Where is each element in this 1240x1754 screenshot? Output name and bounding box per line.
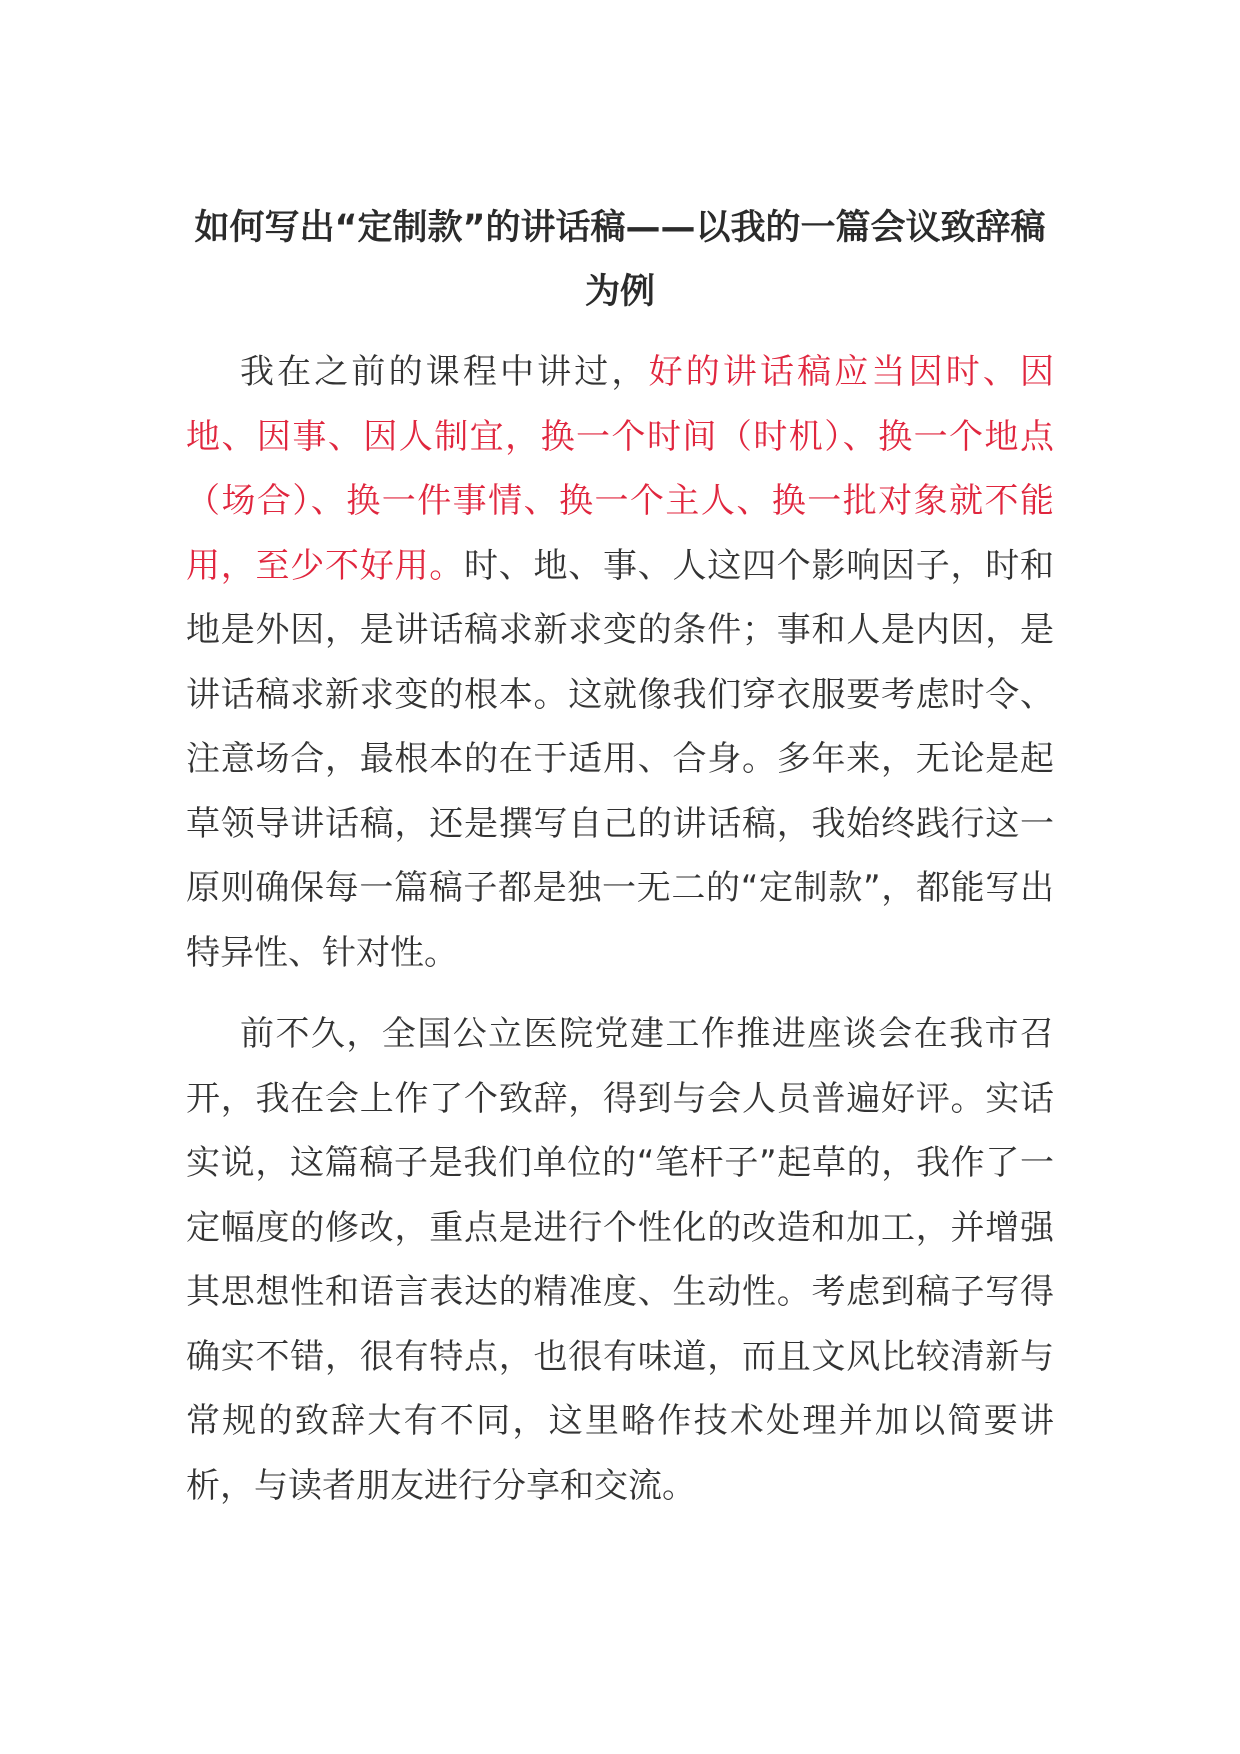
paragraph-2-text: 前不久，全国公立医院党建工作推进座谈会在我市召开，我在会上作了个致辞，得到与会人员普遍好评。实话实说，这篇稿子是我们单位的“笔杆子”起草的，我作了一定幅度的修改，重点是进行个性化的改造和加工，并增强其思想性和语言表达的精准度、生动性。考虑到稿子写得确实不错，很有特点，也很有味道，而且文风比较清新与常规的致辞大有不同，这里略作技术处理并加以简要讲析，与读者朋友进行分享和交流。 (186, 1014, 1054, 1506)
document-title: 如何写出“定制款”的讲话稿——以我的一篇会议致辞稿为例 (194, 208, 1046, 312)
paragraph-1-lead: 我在之前的课程中讲过， (240, 352, 649, 392)
paragraph-2 (186, 1002, 1054, 1518)
paragraph-1-highlight: 好的讲话稿应当因时、因地、因事、因人制宜，换一个时间（时机）、换一个地点（场合）、换一件事情、换一个主人、换一批对象就不能用，至少不好用。 (186, 352, 1055, 586)
paragraph-1-rest: 时、地、事、人这四个影响因子，时和地是外因，是讲话稿求新求变的条件；事和人是内因，是讲话稿求新求变的根本。这就像我们穿衣服要考虑时令、注意场合，最根本的在于适用、合身。多年来，无论是起草领导讲话稿，还是撰写自己的讲话稿，我始终践行这一原则确保每一篇稿子都是独一无二的“定制款”，都能写出特异性、针对性。 (186, 545, 1054, 973)
paragraph-1 (186, 340, 1054, 985)
